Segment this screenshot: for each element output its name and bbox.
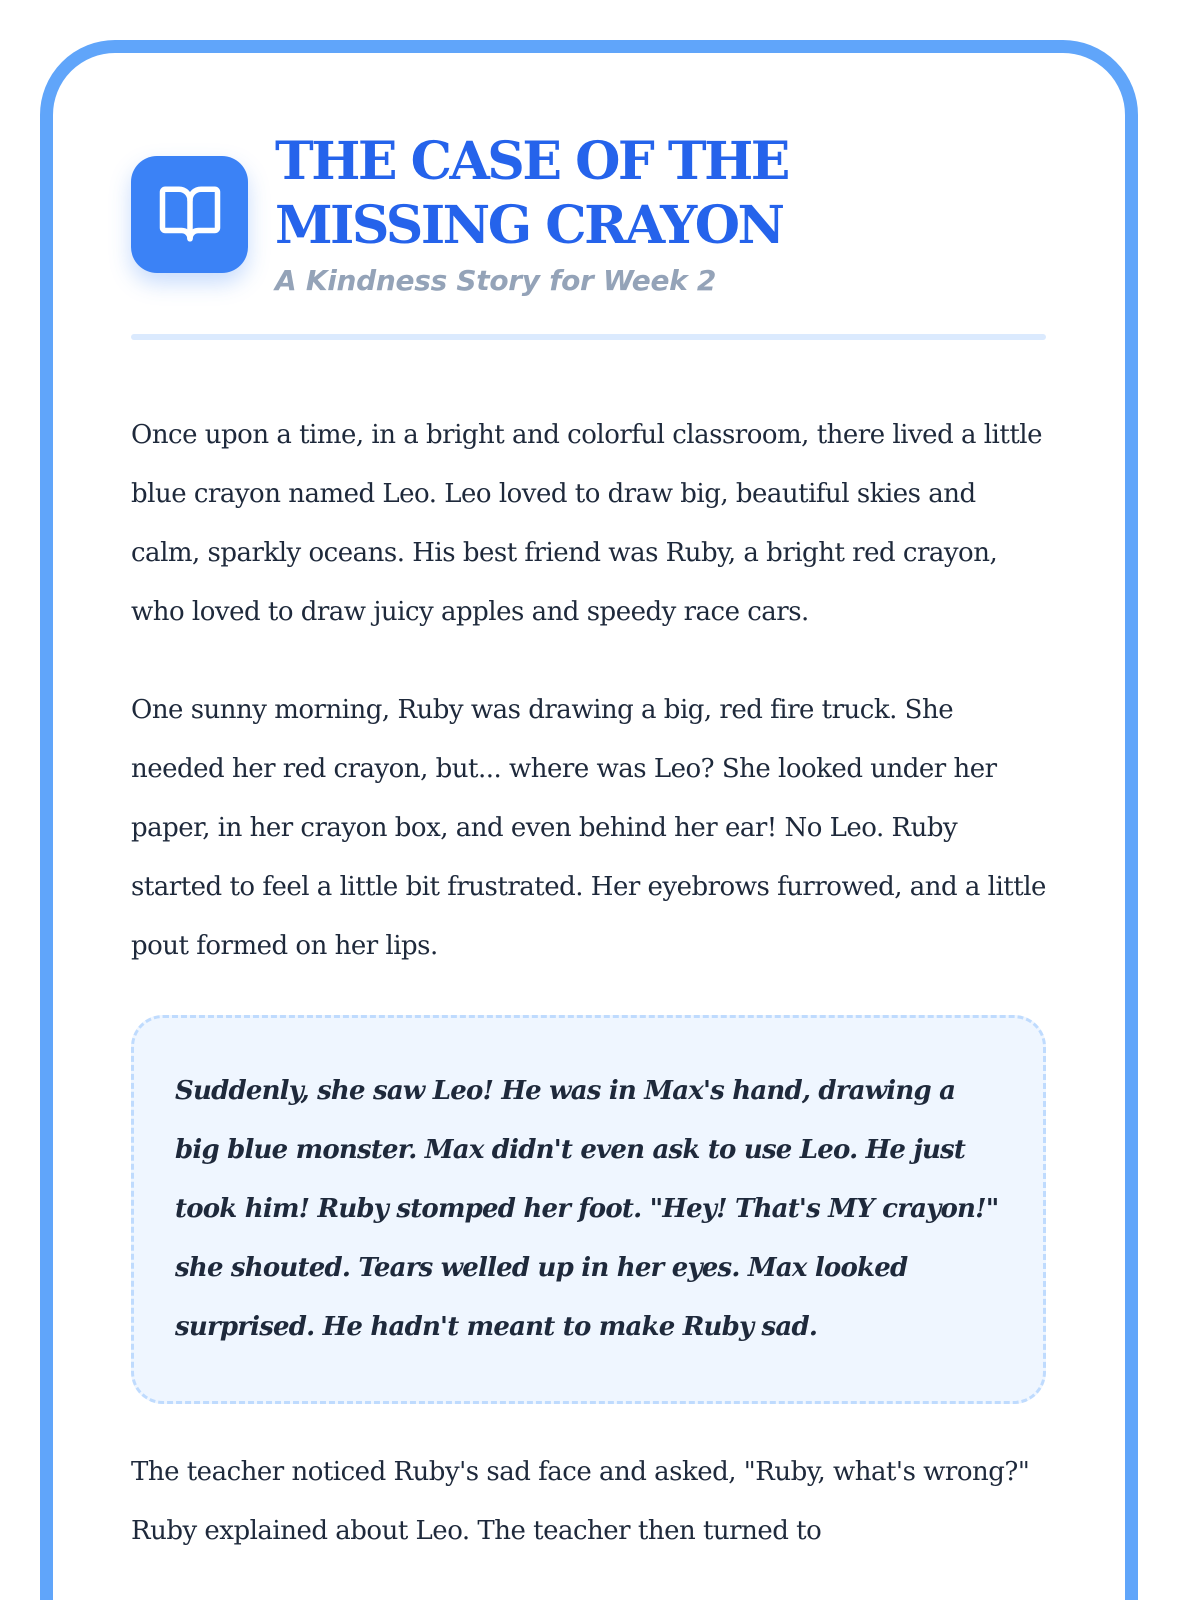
story-header [131, 133, 1046, 295]
title-line-1: THE CASE OF THE [275, 131, 788, 192]
page-subtitle: A Kindness Story for Week 2 [275, 264, 717, 297]
story-card [40, 40, 1138, 1600]
title-line-2: MISSING CRAYON [275, 195, 783, 256]
header-divider [131, 334, 1046, 340]
story-callout [131, 1015, 1046, 1404]
story-paragraph-3: The teacher noticed Ruby's sad face and asked, "Ruby, what's wrong?" Ruby explained about Leo. The teacher then turned to [131, 1457, 1030, 1546]
callout-text: Suddenly, she saw Leo! He was in Max's hand, drawing a big blue monster. Max didn't even ask to use Leo. He just took him! Ruby stomped her foot. "Hey! That's MY crayon!" she shouted. Tears welled up in her eyes. Max looked surprised. He hadn't meant to make Ruby sad. [175, 1076, 999, 1342]
story-paragraph-2: One sunny morning, Ruby was drawing a big, red fire truck. She needed her red crayon, but... where was Leo? She looked under her paper, in her crayon box, and even behind her ear! No Leo. Ruby started to feel a little bit frustrated. Her eyebrows furrowed, and a little pout formed on her lips. [131, 695, 1046, 961]
story-paragraph-1: Once upon a time, in a bright and colorful classroom, there lived a little blue crayon named Leo. Leo loved to draw big, beautiful skies and calm, sparkly oceans. His best friend was Ruby, a bright red crayon, who loved to draw juicy apples and speedy race cars. [131, 420, 1042, 627]
story-content [131, 133, 1046, 1561]
open-book-icon [131, 156, 248, 273]
story-body [131, 406, 1046, 1561]
title-block [275, 130, 788, 298]
page-title [275, 130, 788, 258]
